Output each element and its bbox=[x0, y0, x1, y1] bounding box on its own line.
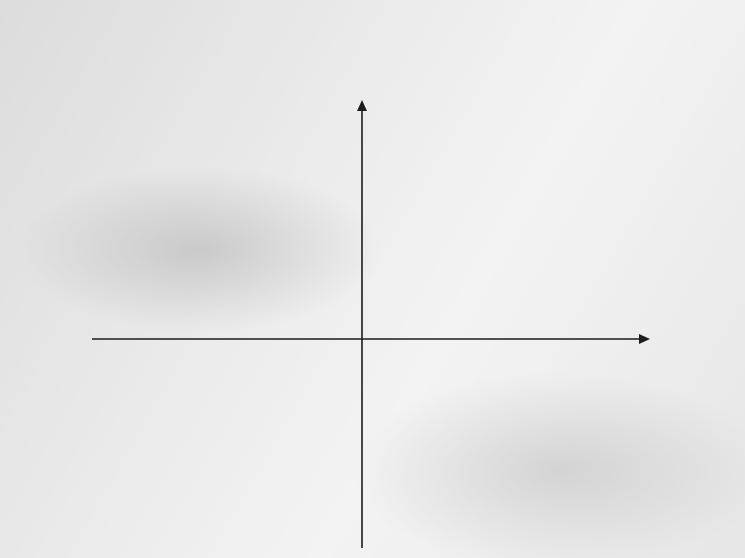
y-axis-arrow bbox=[357, 100, 367, 111]
x-axis-arrow bbox=[639, 334, 650, 344]
axes bbox=[92, 100, 650, 548]
